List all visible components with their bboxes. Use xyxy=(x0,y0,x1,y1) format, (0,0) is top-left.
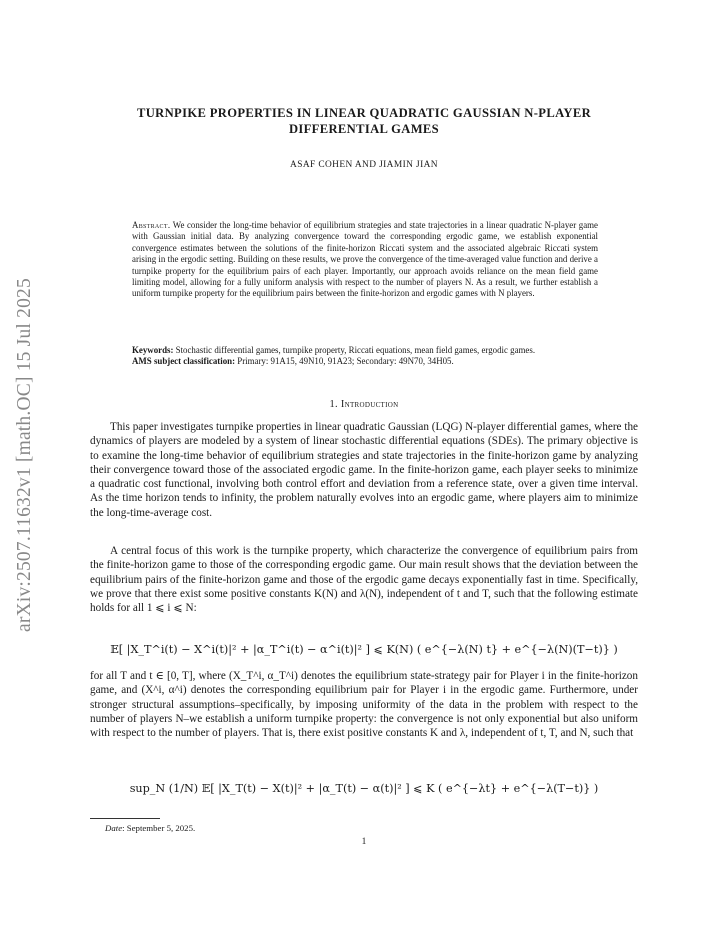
authors: ASAF COHEN AND JIAMIN JIAN xyxy=(290,160,438,170)
keywords-label: Keywords: xyxy=(132,345,174,355)
paragraph-1: This paper investigates turnpike properties in linear quadratic Gaussian (LQG) N-player differential games, where the dynamics of players are modeled by a system of linear stochastic differential equations (SDEs). The primary objective is to examine the long-time behavior of equilibrium strategies and state trajectories in the finite-horizon game by analyzing their convergence toward those of the associated ergodic game. In the finite-horizon game, each player seeks to minimize a quadratic cost functional, involving both control effort and deviation from a reference state, over a given time interval. As the time horizon tends to infinity, the problem naturally evolves into an ergodic game, where players aim to minimize the long-time-average cost. xyxy=(90,421,638,519)
abstract-text: We consider the long-time behavior of equilibrium strategies and state trajectories in a linear quadratic N-player game with Gaussian initial data. By analyzing convergence toward the corresponding ergodic game, we establish exponential convergence estimates between the solutions of the finite-horizon Riccati system and the associated algebraic Riccati system arising in the ergodic setting. Building on these results, we prove the convergence of the time-averaged value function and derive a turnpike property for the equilibrium pairs of each player. Importantly, our approach avoids reliance on the mean field game limiting model, allowing for a fully uniform analysis with respect to the number of players N. As a result, we further establish a uniform turnpike property for the equilibrium pairs between the finite-horizon and ergodic games with N players. xyxy=(132,220,598,299)
footnote xyxy=(105,823,195,833)
footnote-label: Date xyxy=(105,823,123,833)
section-number: 1. xyxy=(329,399,338,410)
ams-label: AMS subject classification: xyxy=(132,356,236,367)
keywords xyxy=(132,345,598,356)
footnote-rule xyxy=(90,818,160,819)
ams-text: Primary: 91A15, 49N10, 91A23; Secondary: 49N70, 34H05. xyxy=(237,356,454,367)
abstract-heading: Abstract. xyxy=(132,220,171,230)
page-number: 1 xyxy=(361,837,367,847)
keywords-text: Stochastic differential games, turnpike property, Riccati equations, mean field games, ergodic games. xyxy=(175,345,536,355)
arxiv-identifier: arXiv:2507.11632v1 [math.OC] 15 Jul 2025 xyxy=(14,278,35,632)
keywords-block xyxy=(132,345,598,368)
footnote-text: : September 5, 2025. xyxy=(122,823,196,833)
equation-1: 𝔼[ |X_T^i(t) − X^i(t)|² + |α_T^i(t) − α^i(t)|² ] ⩽ K(N) ( e^{−λ(N) t} + e^{−λ(N)(T−t)} ) xyxy=(110,643,618,656)
paper-title xyxy=(90,105,638,137)
title-line-2: DIFFERENTIAL GAMES xyxy=(288,122,440,136)
equation-2: sup_N (1/N) 𝔼[ |X_T(t) − X(t)|² + |α_T(t) − α(t)|² ] ⩽ K ( e^{−λt} + e^{−λ(T−t)} ) xyxy=(129,782,599,795)
paragraph-3: for all T and t ∈ [0, T], where (X_T^i, α_T^i) denotes the equilibrium state-strategy pair for Player i in the finite-horizon game, and (X^i, α^i) denotes the corresponding equilibrium pair for Player i in the ergodic game. Furthermore, under stronger structural assumptions–specifically, by imposing uniformity of the data in the problem with respect to the number of players N–we establish a uniform turnpike property: the convergence is not only exponential but also uniform with respect to the number of players. That is, there exist positive constants K and λ, independent of t, T, and N, such that xyxy=(90,670,638,739)
section-title: Introduction xyxy=(340,399,399,410)
paragraph-2: A central focus of this work is the turnpike property, which characterize the convergence of equilibrium pairs from the finite-horizon game to those of the corresponding ergodic game. Our main result shows that the deviation between the equilibrium pairs of the finite-horizon game and those of the ergodic game decays exponentially fast in time. Specifically, we prove that there exist some positive constants K(N) and λ(N), independent of t and T, such that the following estimate holds for all 1 ⩽ i ⩽ N: xyxy=(90,545,638,614)
title-line-1: TURNPIKE PROPERTIES IN LINEAR QUADRATIC GAUSSIAN N-PLAYER xyxy=(136,106,592,120)
ams-classification xyxy=(132,356,598,367)
abstract xyxy=(132,220,598,300)
section-heading xyxy=(90,399,638,410)
